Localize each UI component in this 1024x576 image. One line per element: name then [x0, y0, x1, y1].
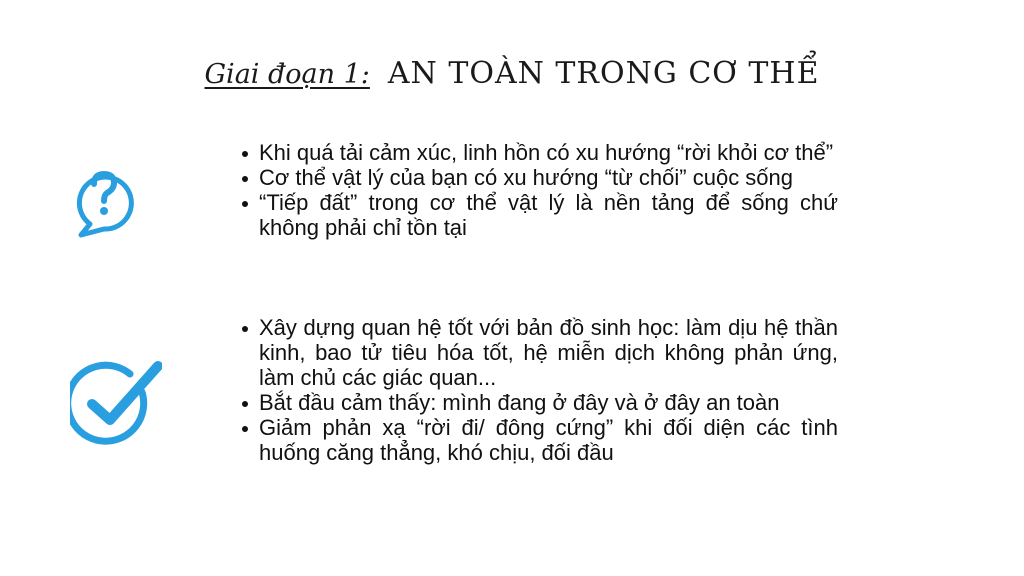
question-bubble-icon	[74, 160, 134, 248]
points-group-1	[238, 140, 838, 240]
slide-title	[0, 56, 1024, 91]
list-item: Bắt đầu cảm thấy: mình đang ở đây và ở đây an toàn	[238, 390, 838, 415]
check-circle-icon	[70, 356, 162, 448]
stage-label: Giai đoạn 1:	[204, 59, 370, 90]
list-item: Cơ thể vật lý của bạn có xu hướng “từ chối” cuộc sống	[238, 165, 838, 190]
title-heading: AN TOÀN TRONG CƠ THỂ	[387, 56, 820, 91]
list-item: “Tiếp đất” trong cơ thể vật lý là nền tảng để sống chứ không phải chỉ tồn tại	[238, 190, 838, 240]
points-group-2	[238, 315, 838, 465]
list-item: Xây dựng quan hệ tốt với bản đồ sinh học: làm dịu hệ thần kinh, bao tử tiêu hóa tốt, hệ miễn dịch không phản ứng, làm chủ các giác quan...	[238, 315, 838, 390]
list-item: Khi quá tải cảm xúc, linh hồn có xu hướng “rời khỏi cơ thể”	[238, 140, 838, 165]
list-item: Giảm phản xạ “rời đi/ đông cứng” khi đối diện các tình huống căng thẳng, khó chịu, đối đầu	[238, 415, 838, 465]
